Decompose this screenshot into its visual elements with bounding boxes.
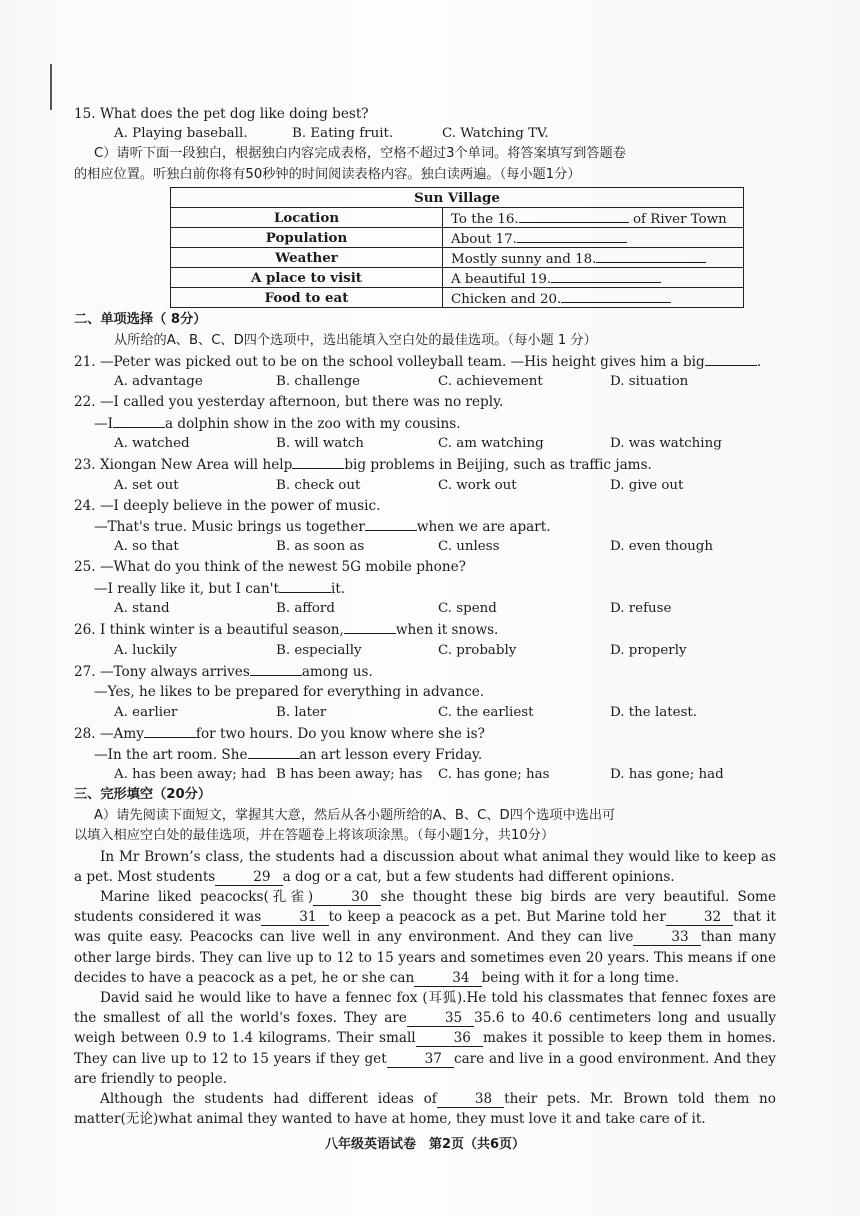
option[interactable]: A. has been away; had (114, 767, 267, 783)
part-3-instruction-cont: 以填入相应空白处的最佳选项，并在答题卷上将该项涂黑。（每小题1分，共10分） (74, 828, 555, 844)
cloze-blank[interactable]: 34 (414, 970, 481, 987)
option[interactable]: D. even though (610, 539, 713, 555)
question-15-stem: 15. What does the pet dog like doing best? (74, 106, 369, 122)
cloze-blank[interactable]: 30 (313, 889, 380, 906)
table-title: Sun Village (171, 188, 744, 208)
stem-text: 23. Xiongan New Area will help (74, 457, 293, 474)
cloze-blank[interactable]: 32 (666, 909, 733, 926)
question-stem-line (74, 516, 776, 537)
cloze-blank[interactable]: 31 (261, 909, 328, 926)
question-options (74, 372, 776, 392)
question-options (74, 765, 776, 785)
passage-paragraph (74, 847, 776, 887)
option[interactable]: D. was watching (610, 436, 722, 452)
question-stem-line (74, 496, 776, 516)
stem-text: 26. I think winter is a beautiful season, (74, 622, 344, 639)
cloze-blank[interactable]: 29 (215, 869, 282, 886)
option[interactable]: D. has gone; had (610, 767, 724, 783)
question-stem-line (74, 351, 776, 372)
stem-text-after: . (756, 354, 762, 371)
question-stem-line (74, 557, 776, 577)
table-row-label: A place to visit (171, 268, 443, 288)
table-row-label: Location (171, 208, 443, 228)
scan-edge-mark (50, 64, 52, 110)
passage-paragraph (74, 887, 776, 988)
option[interactable]: B. later (276, 704, 327, 720)
answer-blank[interactable] (279, 578, 331, 593)
option[interactable]: D. the latest. (610, 704, 698, 720)
stem-text: 27. —Tony always arrives (74, 663, 250, 680)
answer-blank[interactable] (705, 351, 757, 366)
part-2-heading: 二、单项选择（ 8分） (74, 312, 207, 328)
table-row-value (443, 228, 744, 248)
option[interactable]: C. work out (438, 477, 517, 493)
cloze-blank[interactable]: 33 (633, 929, 700, 946)
stem-text-after: an art lesson every Friday. (299, 746, 483, 763)
option[interactable]: A. advantage (114, 374, 203, 390)
question-stem-line (74, 413, 776, 434)
table-row-label: Weather (171, 248, 443, 268)
question-options (74, 476, 776, 496)
table-value-text: Chicken and 20. (451, 292, 562, 308)
answer-blank[interactable] (248, 744, 300, 759)
option[interactable]: A. earlier (114, 704, 178, 720)
table-row (171, 228, 744, 248)
mc-question (74, 557, 776, 619)
option[interactable]: B. challenge (276, 374, 361, 390)
mc-question (74, 351, 776, 392)
answer-blank[interactable] (365, 516, 417, 531)
stem-text: 21. —Peter was picked out to be on the school volleyball team. —His height gives him a big (74, 354, 705, 371)
table-row (171, 208, 744, 228)
option[interactable]: C. achievement (438, 374, 543, 390)
question-stem-line (74, 619, 776, 640)
table-row-label: Food to eat (171, 288, 443, 308)
answer-blank[interactable] (144, 723, 196, 738)
mc-question (74, 454, 776, 495)
q15-option-c[interactable]: C. Watching TV. (442, 126, 549, 142)
cloze-blank[interactable]: 35 (407, 1010, 474, 1027)
stem-text-after: it. (330, 580, 346, 597)
table-row-value (443, 268, 744, 288)
answer-blank[interactable] (596, 248, 706, 263)
option[interactable]: A. so that (114, 539, 179, 555)
passage-text: Although the students had different ideas of (100, 1090, 437, 1107)
cloze-blank[interactable]: 37 (387, 1051, 454, 1068)
option[interactable]: B. check out (276, 477, 361, 493)
table-row-value (443, 288, 744, 308)
page-footer: 八年级英语试卷 第2页（共6页） (324, 1137, 526, 1153)
option[interactable]: C. am watching (438, 436, 544, 452)
option[interactable]: A. stand (114, 601, 170, 617)
option[interactable]: B has been away; has (276, 767, 423, 783)
option[interactable]: D. properly (610, 642, 687, 658)
answer-blank[interactable] (113, 413, 165, 428)
question-stem-line (74, 723, 776, 744)
option[interactable]: C. unless (438, 539, 500, 555)
question-stem-line (74, 392, 776, 412)
mc-question (74, 661, 776, 723)
passage-paragraph (74, 988, 776, 1089)
table-value-suffix: of River Town (632, 212, 727, 228)
passage-text: a dog or a cat, but a few students had different opinions. (282, 868, 675, 885)
q15-option-b[interactable]: B. Eating fruit. (292, 126, 394, 142)
answer-blank[interactable] (551, 268, 661, 283)
stem-text-after: for two hours. Do you know where she is? (195, 725, 485, 742)
option[interactable]: B. especially (276, 642, 362, 658)
stem-text: —I really like it, but I can't (94, 580, 279, 597)
option[interactable]: A. watched (114, 436, 190, 452)
table-value-text: Mostly sunny and 18. (451, 252, 597, 268)
stem-text-after: a dolphin show in the zoo with my cousins. (164, 415, 461, 432)
passage-text: makes it possible to keep them in homes. They can live up to 12 to 15 years if they get (74, 1030, 776, 1067)
stem-text: —Yes, he likes to be prepared for everything in advance. (94, 684, 485, 701)
table-row-value (443, 208, 744, 228)
stem-text-after: when it snows. (395, 622, 499, 639)
section-c-instruction-cont: 的相应位置。听独白前你将有50秒钟的时间阅读表格内容。独白读两遍。（每小题1分） (74, 166, 581, 182)
table-value-text: To the 16. (451, 212, 519, 228)
question-stem-line (74, 682, 776, 702)
table-row (171, 268, 744, 288)
answer-blank[interactable] (292, 454, 344, 469)
part-3-instruction: A）请先阅读下面短文，掌握其大意，然后从各小题所给的A、B、C、D四个选项中选出可 (94, 807, 616, 823)
stem-text: 22. —I called you yesterday afternoon, but there was no reply. (74, 394, 504, 411)
passage-text: care and live in a good environment. And they are friendly to people. (74, 1050, 776, 1087)
table-row-label: Population (171, 228, 443, 248)
mc-question (74, 496, 776, 558)
q15-option-a[interactable]: A. Playing baseball. (114, 126, 248, 142)
table-row-value (443, 248, 744, 268)
passage-text: 35.6 to 40.6 centimeters long and usually weigh between 0.9 to 1.4 kilograms. Their small (74, 1010, 777, 1047)
mc-question (74, 723, 776, 786)
option[interactable]: C. spend (438, 601, 497, 617)
option[interactable]: B. as soon as (276, 539, 365, 555)
stem-text-after: big problems in Beijing, such as traffic jams. (344, 457, 652, 474)
section-c-instruction: C）请听下面一段独白，根据独白内容完成表格，空格不超过3个单词。将答案填写到答题卷 (94, 146, 626, 162)
option[interactable]: C. probably (438, 642, 517, 658)
part-2-instruction: 从所给的A、B、C、D四个选项中，选出能填入空白处的最佳选项。（每小题 1 分） (114, 332, 597, 348)
question-stem-line (74, 454, 776, 475)
option[interactable]: C. has gone; has (438, 767, 550, 783)
passage-text: David said he would like to have a fennec fox (耳狐).He told his classmates that fennec foxes are the smallest of all the world's foxes. They are (74, 989, 776, 1027)
part-3-heading: 三、完形填空（20分） (74, 787, 212, 803)
stem-text: 28. —Amy (74, 725, 144, 742)
question-stem-line (74, 661, 776, 682)
stem-text: 24. —I deeply believe in the power of music. (74, 497, 381, 514)
stem-text: 25. —What do you think of the newest 5G mobile phone? (74, 559, 466, 576)
passage-text: being with it for a long time. (481, 969, 679, 986)
question-options (74, 641, 776, 661)
table-value-text: About 17. (451, 232, 517, 248)
question-options (74, 703, 776, 723)
mc-question (74, 619, 776, 660)
question-options (74, 537, 776, 557)
passage-text: than many other large birds. They can live up to 12 to 15 years and sometimes even 20 years. This means if one decides to have a peacock as a pet, he or she can (74, 929, 776, 986)
question-stem-line (74, 744, 776, 765)
question-15-options (74, 124, 776, 144)
mc-question (74, 392, 776, 454)
passage-text: to keep a peacock as a pet. But Marine told her (328, 909, 666, 926)
stem-text-after: among us. (301, 663, 373, 680)
answer-blank[interactable] (561, 288, 671, 303)
option[interactable]: A. luckily (114, 642, 177, 658)
option[interactable]: D. give out (610, 477, 684, 493)
stem-text: —I (94, 415, 113, 432)
cloze-blank[interactable]: 36 (416, 1030, 483, 1047)
cloze-passage (74, 847, 776, 1130)
passage-text: she thought these big birds are very beautiful. Some students considered it was (74, 888, 776, 926)
answer-blank[interactable] (517, 228, 627, 243)
multiple-choice-list (74, 351, 776, 785)
option[interactable]: B. will watch (276, 436, 364, 452)
option[interactable]: D. situation (610, 374, 689, 390)
sun-village-table (170, 187, 744, 308)
passage-paragraph (74, 1089, 776, 1129)
stem-text: —That's true. Music brings us together (94, 519, 365, 536)
question-options (74, 434, 776, 454)
passage-text: Marine liked peacocks(孔雀) (100, 888, 314, 905)
stem-text-after: when we are apart. (416, 519, 551, 536)
passage-text: In Mr Brown’s class, the students had a discussion about what animal they would like to keep as a pet. Most students (74, 848, 776, 885)
option[interactable]: A. set out (114, 477, 179, 493)
passage-text: their pets. Mr. Brown told them no matter(无论)what animal they wanted to have at home, they must love it and take care of it. (74, 1090, 776, 1128)
answer-blank[interactable] (519, 208, 629, 223)
table-row (171, 248, 744, 268)
table-value-text: A beautiful 19. (451, 272, 552, 288)
option[interactable]: C. the earliest (438, 704, 534, 720)
passage-text: that it was quite easy. Peacocks can live well in any environment. And they can live (74, 909, 777, 946)
question-stem-line (74, 578, 776, 599)
answer-blank[interactable] (250, 661, 302, 676)
stem-text: —In the art room. She (94, 746, 248, 763)
table-row (171, 288, 744, 308)
answer-blank[interactable] (344, 619, 396, 634)
option[interactable]: D. refuse (610, 601, 672, 617)
cloze-blank[interactable]: 38 (437, 1091, 504, 1108)
option[interactable]: B. afford (276, 601, 335, 617)
question-options (74, 599, 776, 619)
